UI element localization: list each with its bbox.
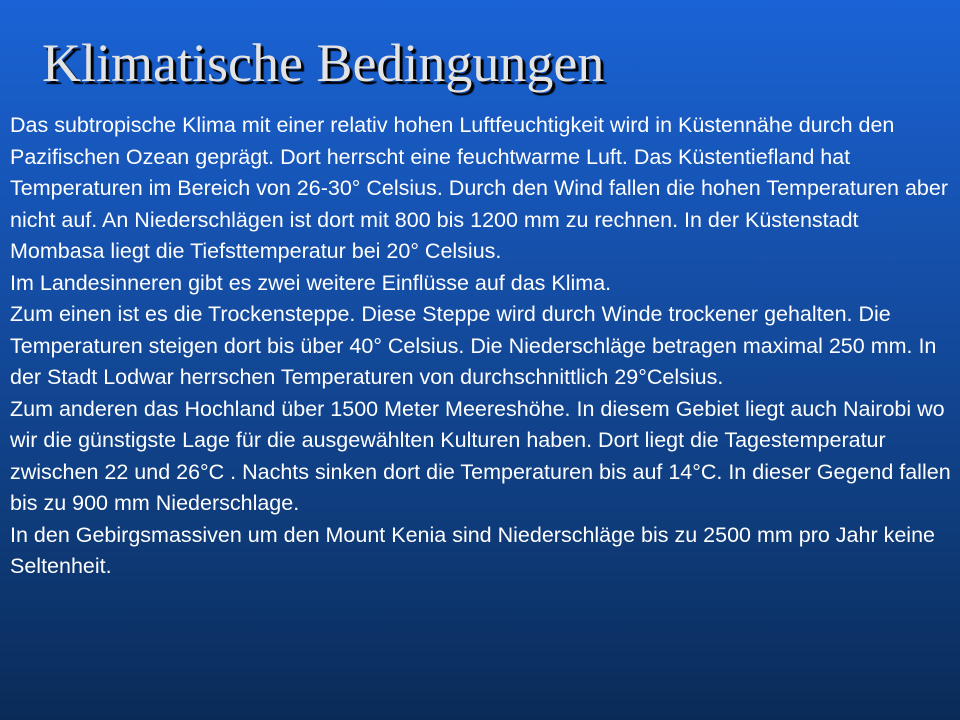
paragraph-mount-kenya: In den Gebirgsmassiven um den Mount Kenia sind Niederschläge bis zu 2500 mm pro Jahr keine Seltenheit. xyxy=(10,522,935,578)
paragraph-dry-steppe: Zum einen ist es die Trockensteppe. Diese Steppe wird durch Winde trockener gehalten. Die Temperaturen steigen dort bis über 40° Celsius. Die Niederschläge betragen maximal 250 mm. In der Stadt Lodwar herrschen Temperaturen von durchschnittlich 29°Celsius. xyxy=(10,302,937,389)
paragraph-coast-climate: Das subtropische Klima mit einer relativ hohen Luftfeuchtigkeit wird in Küstennähe durch den Pazifischen Ozean geprägt. Dort herrscht eine feuchtwarme Luft. Das Küstentiefland hat Temperaturen im Bereich von 26-30° Celsius. Durch den Wind fallen die hohen Temperaturen aber nicht auf. An Niederschlägen ist dort mit 800 bis 1200 mm zu rechnen. In der Küstenstadt Mombasa liegt die Tiefsttemperatur bei 20° Celsius. xyxy=(10,113,948,263)
slide-body xyxy=(10,110,955,583)
paragraph-inland-intro: Im Landesinneren gibt es zwei weitere Einflüsse auf das Klima. xyxy=(10,270,612,295)
paragraph-highland: Zum anderen das Hochland über 1500 Meter Meereshöhe. In diesem Gebiet liegt auch Nairobi wo wir die günstigste Lage für die ausgewählten Kulturen haben. Dort liegt die Tagestemperatur zwischen 22 und 26°C . Nachts sinken dort die Temperaturen bis auf 14°C. In dieser Gegend fallen bis zu 900 mm Niederschlage. xyxy=(10,396,951,515)
slide-title: Klimatische Bedingungen xyxy=(42,33,605,93)
